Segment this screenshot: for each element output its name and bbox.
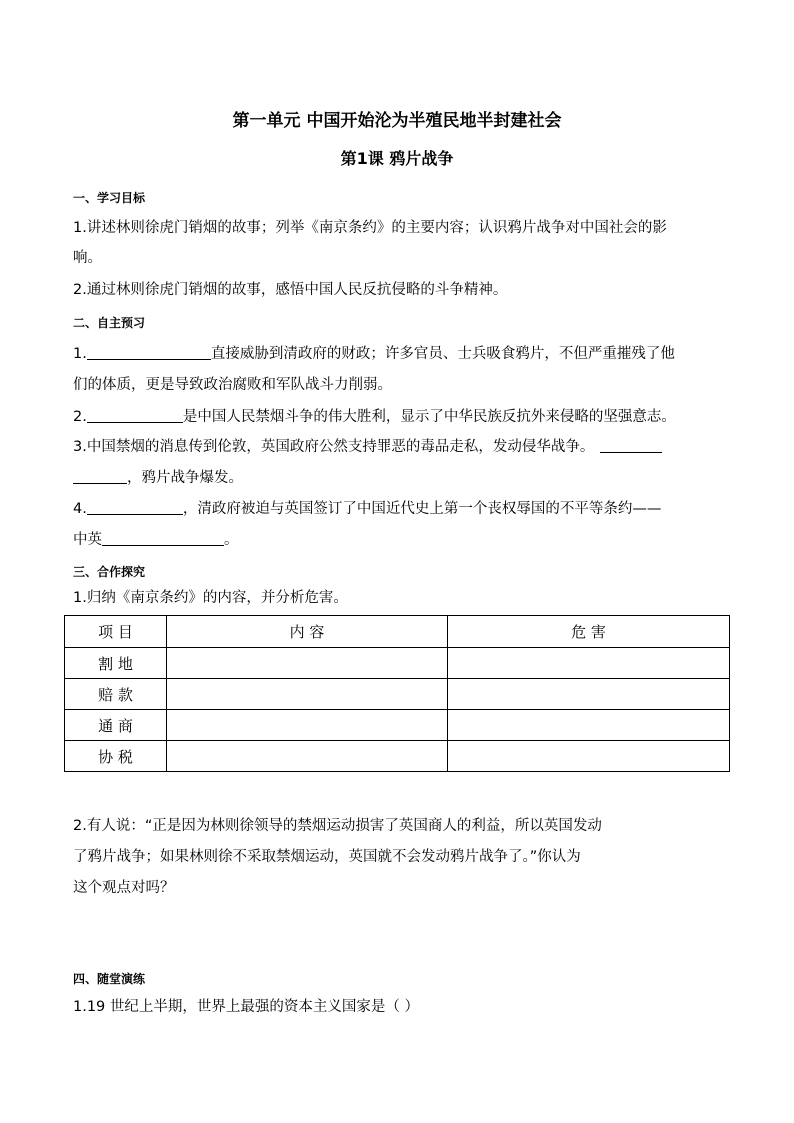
table-cell-content[interactable] [167,648,448,679]
table-cell-harm[interactable] [448,679,730,710]
preview-q1-line-2: 们的体质，更是导致政治腐败和军队战斗力削弱。 [73,377,392,393]
preview-q4-line-2 [73,528,239,549]
objective-2: 2.通过林则徐虎门销烟的故事，感悟中国人民反抗侵略的斗争精神。 [73,282,508,298]
preview-q1-number: 1. [73,346,87,362]
table-row-label: 通 商 [65,710,167,741]
unit-title: 第一单元 中国开始沦为半殖民地半封建社会 [232,111,562,131]
preview-q2-blank[interactable] [87,408,183,423]
preview-q3-line-1 [73,435,662,456]
preview-q4-prefix: 中英 [73,532,102,548]
table-cell-harm[interactable] [448,741,730,772]
table-header-row [65,616,730,648]
preview-q2 [73,405,676,426]
preview-q4-text: ，清政府被迫与英国签订了中国近代史上第一个丧权辱国的不平等条约—— [182,501,662,517]
table-cell-content[interactable] [167,741,448,772]
table-row [65,648,730,679]
table-row-label: 割 地 [65,648,167,679]
preview-q3-end: ，鸦片战争爆发。 [127,470,243,486]
inquiry-q2-line-2: 了鸦片战争；如果林则徐不采取禁烟运动，英国就不会发动鸦片战争了。”你认为 [73,849,581,865]
practice-q1: 1.19 世纪上半期，世界上最强的资本主义国家是（ ） [73,999,420,1015]
preview-q3-blank-b[interactable] [73,469,127,484]
inquiry-q2-line-3: 这个观点对吗？ [73,880,175,896]
inquiry-q1: 1.归纳《南京条约》的内容，并分析危害。 [73,590,348,606]
treaty-table [64,615,730,772]
table-cell-harm[interactable] [448,648,730,679]
table-cell-content[interactable] [167,710,448,741]
preview-q3-blank-a[interactable] [600,438,662,453]
preview-q4-line-1 [73,497,661,518]
objective-1-line-1: 1.讲述林则徐虎门销烟的故事；列举《南京条约》的主要内容；认识鸦片战争对中国社会的影 [73,220,667,236]
table-header-item: 项 目 [65,616,167,648]
section-heading-preview: 二、自主预习 [73,316,146,330]
table-row [65,710,730,741]
section-heading-inquiry: 三、合作探究 [73,565,146,579]
preview-q1-blank[interactable] [87,345,211,360]
table-row-label: 协 税 [65,741,167,772]
preview-q4-blank-b[interactable] [102,531,224,546]
table-row [65,741,730,772]
preview-q3-line-2 [73,466,243,487]
lesson-title: 第1课 鸦片战争 [340,149,454,168]
preview-q2-text: 是中国人民禁烟斗争的伟大胜利，显示了中华民族反抗外来侵略的坚强意志。 [182,409,676,425]
preview-q4-number: 4. [73,501,87,517]
preview-q4-blank-a[interactable] [87,500,183,515]
preview-q3-text: 3.中国禁烟的消息传到伦敦，英国政府公然支持罪恶的毒品走私，发动侵华战争。 [73,439,595,455]
inquiry-q2-line-1: 2.有人说：“正是因为林则徐领导的禁烟运动损害了英国商人的利益，所以英国发动 [73,818,602,834]
objective-1-line-2: 响。 [73,250,102,266]
table-header-harm: 危 害 [448,616,730,648]
section-heading-objectives: 一、学习目标 [73,191,146,205]
preview-q4-suffix: 。 [224,532,239,548]
preview-q1-text: 直接威胁到清政府的财政；许多官员、士兵吸食鸦片，不但严重摧残了他 [210,346,675,362]
preview-q2-number: 2. [73,409,87,425]
table-row [65,679,730,710]
table-cell-content[interactable] [167,679,448,710]
preview-q1-line-1 [73,342,675,363]
section-heading-practice: 四、随堂演练 [73,972,146,986]
table-row-label: 赔 款 [65,679,167,710]
table-header-content: 内 容 [167,616,448,648]
table-cell-harm[interactable] [448,710,730,741]
